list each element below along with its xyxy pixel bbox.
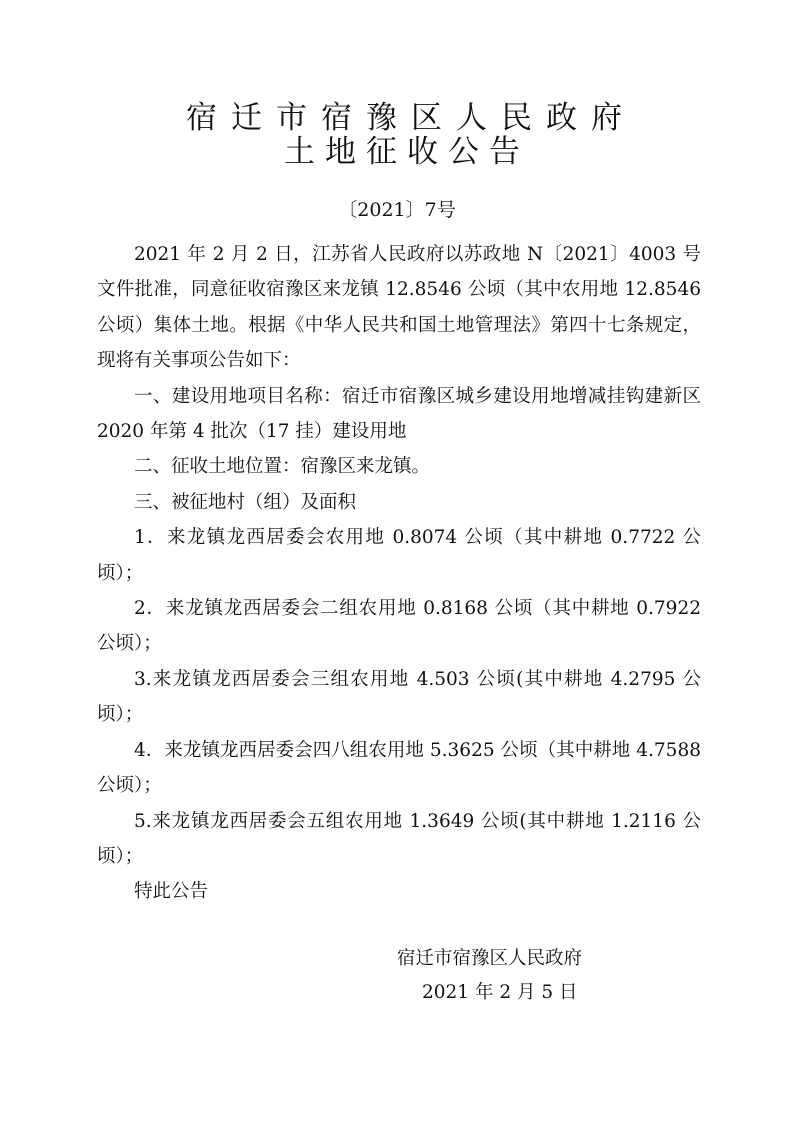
paragraph-intro: 2021 年 2 月 2 日，江苏省人民政府以苏政地 N〔2021〕4003 号文件批准，同意征收宿豫区来龙镇 12.8546 公顷（其中农用地 12.8546 公顷）集体土地。根据《中华人民共和国土地管理法》第四十七条规定，现将有关事项公告如下： xyxy=(97,244,701,372)
signature-date: 2021 年 2 月 5 日 xyxy=(422,982,578,1003)
list-item-village-3: 3.来龙镇龙西居委会三组农用地 4.503 公顷(其中耕地 4.2795 公顷）； xyxy=(97,668,701,726)
paragraph-location: 二、征收土地位置：宿豫区来龙镇。 xyxy=(134,456,431,478)
paragraph-closing: 特此公告 xyxy=(134,881,209,903)
list-item-village-2: 2．来龙镇龙西居委会二组农用地 0.8168 公顷（其中耕地 0.7922 公顷）； xyxy=(97,598,701,655)
list-item-village-4: 4．来龙镇龙西居委会四八组农用地 5.3625 公顷（其中耕地 4.7588 公顷）； xyxy=(97,739,701,797)
paragraph-project-name: 一、建设用地项目名称：宿迁市宿豫区城乡建设用地增减挂钩建新区 2020 年第 4 批次（17 挂）建设用地 xyxy=(97,385,701,443)
document-title-line-2: 土地征收公告 xyxy=(284,134,530,170)
list-item-village-5: 5.来龙镇龙西居委会五组农用地 1.3649 公顷(其中耕地 1.2116 公顷）； xyxy=(97,810,701,867)
document-title-line-1: 宿迁市宿豫区人民政府 xyxy=(186,100,636,136)
paragraph-villages-heading: 三、被征地村（组）及面积 xyxy=(134,491,357,513)
notice-body xyxy=(97,237,701,910)
document-number: 〔2021〕7号 xyxy=(338,199,456,221)
signature-organization: 宿迁市宿豫区人民政府 xyxy=(397,948,583,969)
list-item-village-1: 1．来龙镇龙西居委会农用地 0.8074 公顷（其中耕地 0.7722 公顷）； xyxy=(97,527,701,584)
